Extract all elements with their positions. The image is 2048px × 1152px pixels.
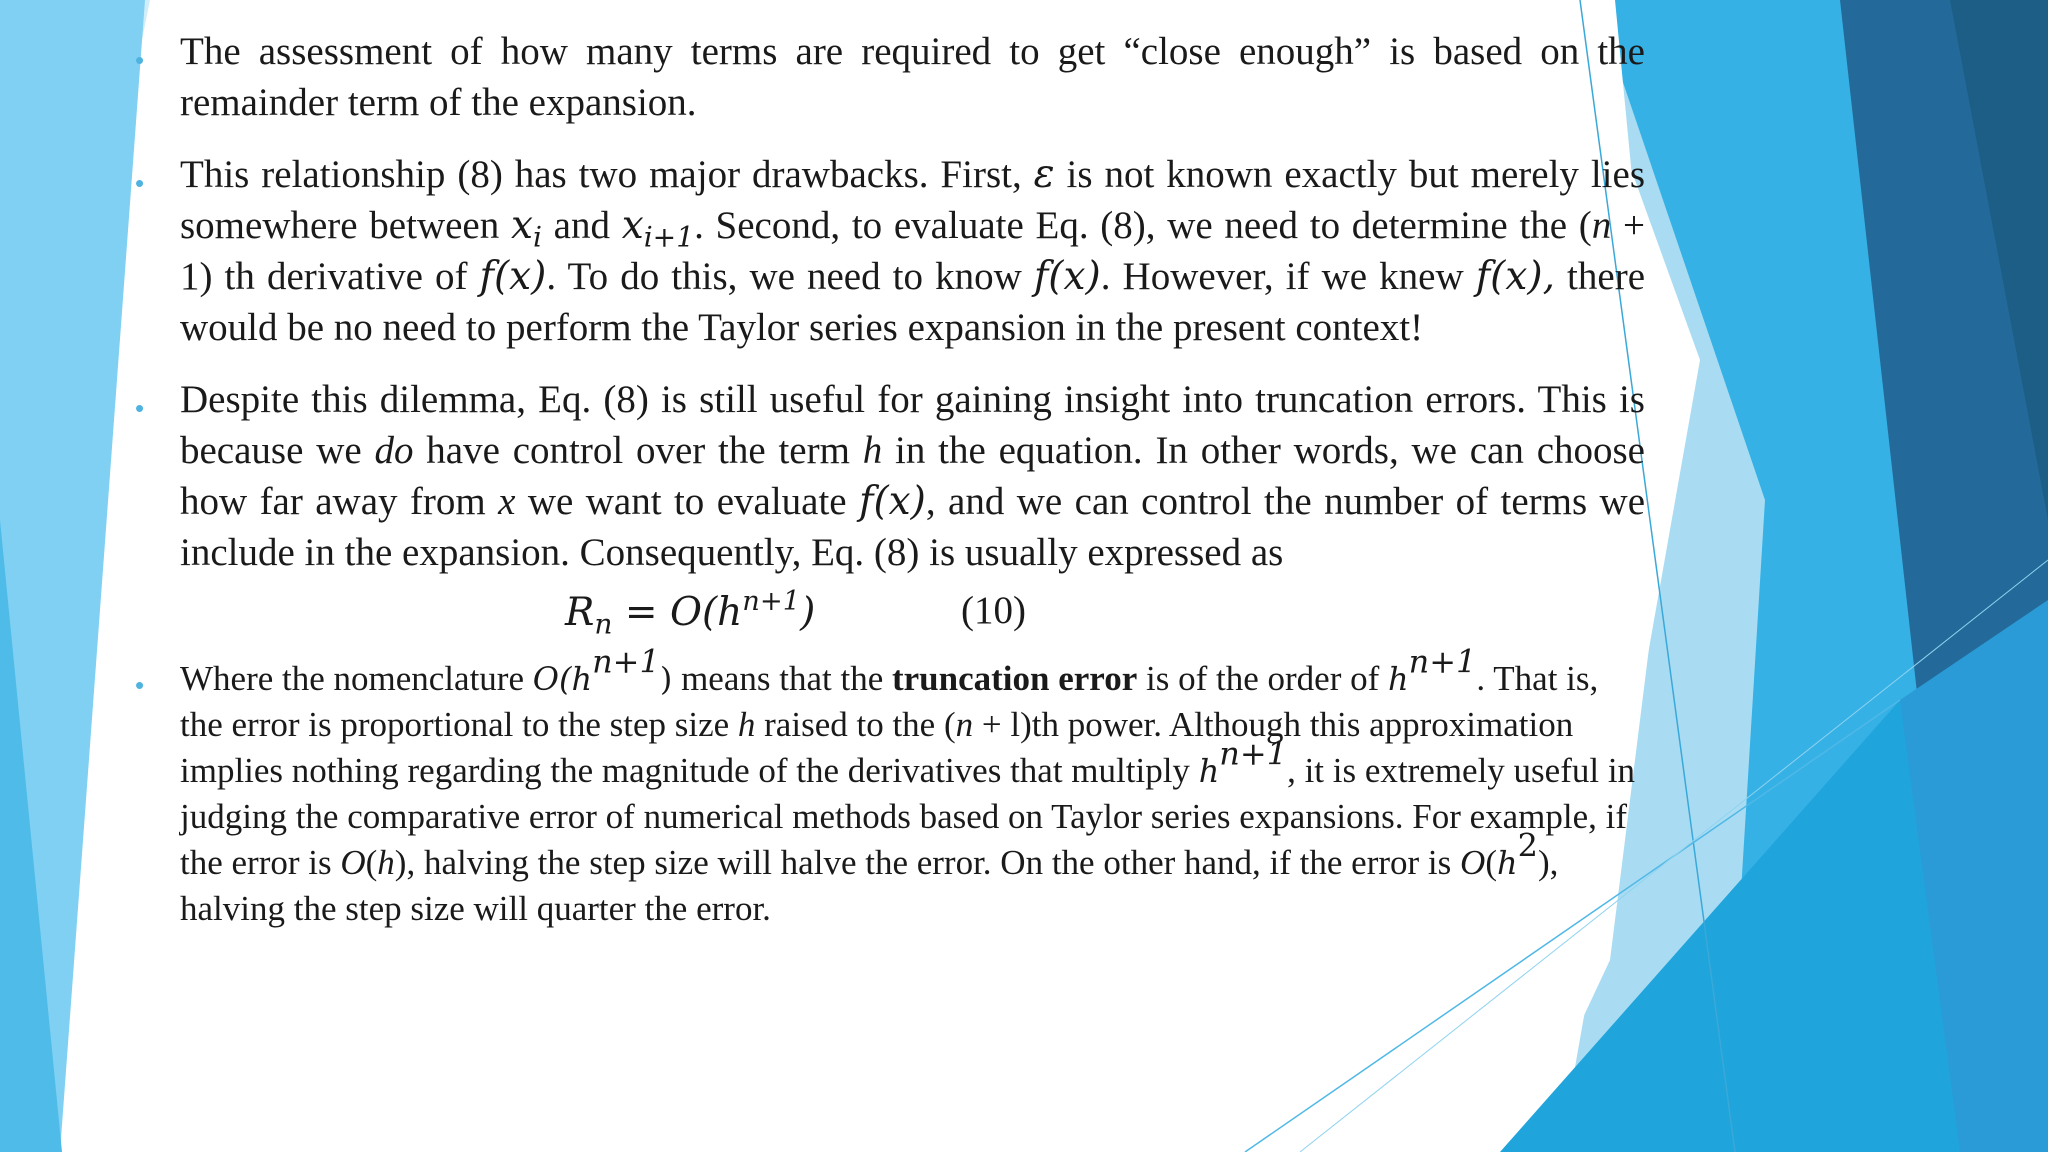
text-segment: , xyxy=(1287,751,1296,790)
text-segment: Where the nomenclature xyxy=(180,659,533,698)
text-segment: The assessment of how many terms are required to get “close enough” is based on the remainder term of the expansion. xyxy=(180,30,1645,124)
text-segment: i xyxy=(532,220,542,254)
text-segment: n+1 xyxy=(592,642,660,681)
text-segment: and xyxy=(541,204,622,247)
truncation-error-term: truncation error xyxy=(891,659,1138,698)
text-segment: n+1 xyxy=(742,586,801,617)
text-segment: O xyxy=(1460,843,1486,882)
text-segment: ) xyxy=(659,660,673,698)
slide-body xyxy=(135,26,1645,932)
text-segment: n xyxy=(1591,204,1612,247)
bullet-dilemma xyxy=(135,374,1645,578)
text-segment: . xyxy=(1476,659,1486,698)
text-segment: h xyxy=(737,705,756,744)
text-segment: h xyxy=(862,429,883,472)
epsilon-symbol: ε xyxy=(1033,152,1055,197)
bullet-marker: • xyxy=(135,168,145,198)
text-segment: + l)th power. Although this approximation implies nothing regarding the magnitude of the derivatives that multiply xyxy=(180,705,1574,790)
text-segment: there would be no need to perform the Taylor series expansion in the present context! xyxy=(180,255,1645,349)
text-segment: n+1 xyxy=(1408,642,1477,681)
bullet-marker: • xyxy=(135,670,145,700)
text-segment: h xyxy=(377,843,395,882)
text-segment: in the equation. In other words, we can choose how far away from xyxy=(180,429,1645,523)
text-segment: is not known exactly but merely lies somewhere between xyxy=(180,153,1645,247)
text-segment: it is extremely useful in judging the comparative error of numerical methods based on Taylor series expansions. For example, if the error is xyxy=(180,751,1636,882)
text-segment: ), halving the step size will quarter the error. xyxy=(180,843,1559,928)
bullet-marker: • xyxy=(135,45,145,75)
text-segment: O(h xyxy=(532,660,593,698)
bullet-remainder-term xyxy=(135,26,1645,128)
text-segment: h xyxy=(1388,660,1409,698)
bullet-drawbacks xyxy=(135,149,1645,353)
text-segment: This relationship (8) has two major drawbacks. First, xyxy=(180,153,1034,196)
text-segment: x xyxy=(621,203,644,248)
text-segment: + 1) th derivative of xyxy=(180,204,1646,298)
text-segment: ) xyxy=(800,590,816,635)
bullet-nomenclature xyxy=(135,642,1645,932)
text-segment: ), halving the step size will halve the error. On the other hand, if the error is xyxy=(394,843,1461,882)
text-segment: h xyxy=(1496,844,1518,882)
text-segment: x xyxy=(498,480,516,523)
text-segment: we want to evaluate xyxy=(515,480,860,523)
text-segment: i+1 xyxy=(643,220,695,254)
text-segment: n xyxy=(594,607,613,641)
text-segment: do xyxy=(374,429,414,472)
text-segment: . Second, to evaluate Eq. (8), we need to determine the ( xyxy=(694,204,1592,247)
text-segment: n+1 xyxy=(1219,734,1288,773)
text-segment: O xyxy=(340,843,366,882)
text-segment: f(x) xyxy=(479,254,547,299)
text-segment: . However, if we knew xyxy=(1100,255,1476,298)
text-segment: 2 xyxy=(1517,826,1538,865)
equation-10 xyxy=(135,586,1645,646)
text-segment: f(x) xyxy=(1033,254,1101,299)
text-segment: means that the xyxy=(672,659,892,698)
bullet-marker: • xyxy=(135,393,145,423)
text-segment: have control over the term xyxy=(413,429,863,472)
text-segment: ( xyxy=(1485,843,1497,882)
text-segment: , and we can control the number of terms we include in the expansion. Consequently, Eq. (8) is usually expressed as xyxy=(180,480,1646,574)
text-segment: raised to the ( xyxy=(755,705,956,744)
text-segment: is of the order of xyxy=(1137,659,1389,698)
text-segment: That is, the error is proportional to the step size xyxy=(180,659,1599,744)
equation-number: (10) xyxy=(961,589,1026,632)
text-segment: ( xyxy=(365,843,378,882)
text-segment: f(x), xyxy=(1475,254,1555,299)
equation-expression xyxy=(565,586,816,641)
text-segment: n xyxy=(955,705,974,744)
text-segment: O(h xyxy=(669,590,743,635)
text-segment: x xyxy=(510,203,533,248)
text-segment: R xyxy=(565,590,595,635)
text-segment: Despite this dilemma, Eq. (8) is still useful for gaining insight into truncation errors. This is because we xyxy=(180,378,1645,472)
text-segment: f(x) xyxy=(859,479,926,524)
text-segment: h xyxy=(1198,752,1220,790)
text-segment: = xyxy=(624,590,658,635)
text-segment: . To do this, we need to know xyxy=(546,255,1034,298)
